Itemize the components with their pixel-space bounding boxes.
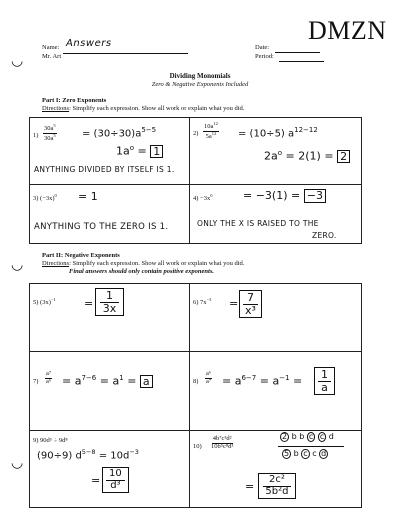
- problem-7-number: 7): [33, 378, 39, 385]
- problem-10-cancel-bottom: 5 b c c d: [284, 449, 327, 458]
- problem-10-expression: $\frac{\text{4b⁷c³d²}}{\text{10b⁵c⁸d³}}$: [211, 435, 234, 450]
- directions-text: : Simplify each expression. Show all work or explain what you did.: [69, 260, 245, 267]
- date-label: Date:: [255, 44, 270, 51]
- problem-1-work-step2: $1a^o = 1$: [116, 144, 163, 158]
- problem-4-note-line1: ONLY THE X IS RAISED TO THE: [197, 219, 319, 228]
- period-line: [279, 61, 324, 62]
- problem-9-expression: 9) 90d⁵ ÷ 9d⁸: [33, 437, 68, 444]
- problem-2-answer: 2: [337, 150, 350, 164]
- problem-3-note: ANYTHING TO THE ZERO IS 1.: [34, 222, 169, 232]
- problem-3-work: = 1: [78, 190, 98, 203]
- problem-7-expression: $\frac{\text{a⁷}}{\text{a⁶}}$: [46, 370, 52, 385]
- worksheet-title: Dividing Monomials: [169, 72, 231, 80]
- brand-logo: DMZN: [308, 16, 387, 45]
- problem-1-answer: 1: [150, 145, 163, 159]
- problem-10-answer: $\frac{\text{2c²}}{\text{5b²d}}$: [258, 473, 296, 499]
- problem-8-work: = $a^{6-7} = a^{-1}$ =: [222, 374, 303, 388]
- problem-6-answer: $\frac{7}{\text{x³}}$: [239, 290, 262, 318]
- problem-8-number: 8): [193, 378, 199, 385]
- binder-hole-bottom: ◡: [11, 455, 24, 471]
- problem-1-note: ANYTHING DIVIDED BY ITSELF IS 1.: [34, 165, 175, 174]
- problem-8-expression: $\frac{\text{a⁶}}{\text{a⁷}}$: [206, 370, 212, 385]
- problem-4-expression: $4) -3x^0$: [193, 193, 213, 203]
- binder-hole-middle: ◡: [11, 257, 24, 273]
- name-label: Name:: [42, 44, 60, 51]
- problem-4-answer: −3: [304, 189, 326, 203]
- problem-4-note-line2: ZERO.: [312, 231, 337, 240]
- problem-10-equals: =: [245, 480, 255, 493]
- problem-6-cell: [189, 283, 362, 352]
- part2-directions: [42, 260, 244, 267]
- problem-10-cancel-top: 2 b b c c d: [282, 432, 334, 441]
- part2-heading: Part II: Negative Exponents: [42, 252, 120, 259]
- problem-10-number: 10): [193, 443, 202, 450]
- worksheet-subtitle: Zero & Negative Exponents Included: [151, 81, 249, 88]
- part1-heading: Part I: Zero Exponents: [42, 97, 107, 104]
- problem-2-work-step1: = (10÷5) $a^{12-12}$: [238, 126, 318, 140]
- problem-7-cell: [29, 351, 190, 431]
- date-line: [275, 52, 320, 53]
- problem-2-work-step2: $2a^o = 2(1) = 2$: [264, 149, 350, 163]
- problem-2-expression: $\frac{10a^{12}}{5a^{12}}$: [204, 121, 218, 141]
- problem-8-cell: [189, 351, 362, 431]
- problem-7-answer: a: [140, 375, 153, 389]
- problem-5-answer: $\frac{1}{3x}$: [95, 288, 124, 316]
- name-value: Answers: [66, 38, 112, 49]
- part2-final-note: Final answers should only contain positive exponents.: [69, 268, 215, 275]
- problem-4-work: = −3(1) = −3: [243, 189, 326, 203]
- teacher-name: Mr. Art: [42, 53, 62, 60]
- problem-5-expression: 5) $(3x)^{-1}$: [33, 297, 56, 307]
- problem-3-expression: 3) $(-3x)^0$: [33, 193, 57, 203]
- period-label: Period:: [255, 53, 274, 60]
- problem-9-work: (90÷9) $d^{5-8} = 10d^{-3}$: [37, 448, 139, 462]
- problem-8-answer: $\frac{1}{a}$: [314, 367, 335, 395]
- binder-hole-top: ◡: [11, 53, 24, 69]
- problem-6-equals: =: [229, 297, 239, 310]
- problem-1-expression: $\frac{30a^5}{30a^5}$: [44, 123, 56, 143]
- problem-2-number: 2): [193, 130, 199, 137]
- directions-label: Directions: [42, 260, 70, 267]
- problem-6-expression: 6) $7x^{-3}$: [193, 297, 212, 307]
- problem-7-work: = $a^{7-6} = a^1 = a$: [62, 374, 153, 388]
- problem-1-work-step1: = $(30\div 30)a^{5-5}$: [82, 126, 157, 140]
- problem-1-number: 1): [33, 132, 39, 139]
- problem-9-answer: $\frac{10}{\text{d³}}$: [102, 467, 129, 493]
- name-line: [63, 53, 188, 54]
- directions-text: : Simplify each expression. Show all work or explain what you did.: [69, 105, 245, 112]
- directions-label: Directions: [42, 105, 70, 112]
- part1-directions: [42, 105, 244, 112]
- problem-9-equals: =: [91, 474, 101, 487]
- problem-10-cancel-rule: [278, 446, 344, 447]
- problem-5-equals: =: [84, 297, 94, 310]
